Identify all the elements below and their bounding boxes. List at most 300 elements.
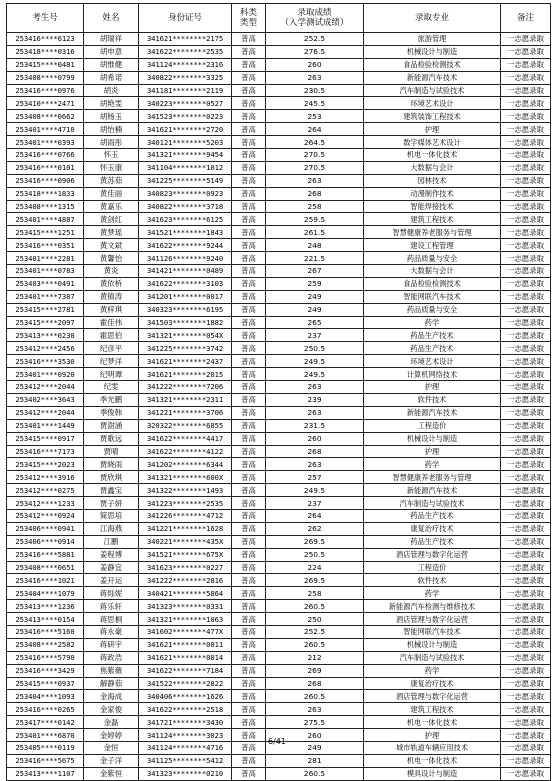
cell-major: 软件技术: [364, 393, 501, 406]
cell-exam-no: 253408****0651: [7, 561, 84, 574]
cell-id-no: 341523********0223: [139, 110, 232, 123]
table-row: [7, 239, 551, 252]
cell-score: 264: [266, 509, 364, 522]
header-exam-no: 考生号: [7, 4, 84, 33]
cell-name: 季俊韩: [84, 406, 139, 419]
cell-category: 普高: [232, 149, 266, 162]
cell-category: 普高: [232, 226, 266, 239]
cell-remark: 一志愿录取: [501, 729, 551, 742]
cell-score: 263: [266, 174, 364, 187]
cell-name: 怀玉康: [84, 161, 139, 174]
cell-major: 汽车制造与试验技术: [364, 497, 501, 510]
cell-category: 普高: [232, 290, 266, 303]
table-row: [7, 419, 551, 432]
cell-category: 普高: [232, 200, 266, 213]
cell-category: 普高: [232, 342, 266, 355]
cell-score: 269: [266, 664, 364, 677]
cell-score: 260.5: [266, 600, 364, 613]
cell-id-no: 341225********3742: [139, 342, 232, 355]
cell-remark: 一志愿录取: [501, 290, 551, 303]
cell-remark: 一志愿录取: [501, 535, 551, 548]
cell-category: 普高: [232, 329, 266, 342]
cell-exam-no: 253404****1079: [7, 587, 84, 600]
cell-exam-no: 253401****2281: [7, 252, 84, 265]
cell-id-no: 341104********1012: [139, 161, 232, 174]
cell-score: 264: [266, 123, 364, 136]
table-row: [7, 625, 551, 638]
table-row: [7, 33, 551, 46]
cell-id-no: 341124********2316: [139, 58, 232, 71]
cell-name: 贾鑫宝: [84, 484, 139, 497]
cell-name: 黄剑红: [84, 213, 139, 226]
cell-major: 智慧健康养老服务与管理: [364, 226, 501, 239]
cell-major: 康复治疗技术: [364, 522, 501, 535]
cell-score: 262: [266, 522, 364, 535]
cell-remark: 一志愿录取: [501, 587, 551, 600]
cell-name: 金磊: [84, 716, 139, 729]
cell-major: 工程造价: [364, 561, 501, 574]
cell-exam-no: 253415****2097: [7, 316, 84, 329]
cell-major: 智能焊接技术: [364, 200, 501, 213]
cell-remark: 一志愿录取: [501, 200, 551, 213]
cell-name: 胡雨彤: [84, 136, 139, 149]
cell-major: 城市轨道车辆应用技术: [364, 741, 501, 754]
cell-name: 胡怡楠: [84, 123, 139, 136]
cell-remark: 一志愿录取: [501, 303, 551, 316]
cell-remark: 一志愿录取: [501, 97, 551, 110]
cell-major: 机械设计与制造: [364, 432, 501, 445]
cell-exam-no: 253416****0351: [7, 239, 84, 252]
cell-exam-no: 253416****0976: [7, 84, 84, 97]
cell-id-no: 341503********1882: [139, 316, 232, 329]
cell-category: 普高: [232, 600, 266, 613]
header-remark: 备注: [501, 4, 551, 33]
cell-exam-no: 253412****3916: [7, 471, 84, 484]
cell-score: 267: [266, 265, 364, 278]
cell-id-no: 341323********0331: [139, 600, 232, 613]
cell-name: 纪梦洋: [84, 355, 139, 368]
cell-name: 贾澍涵: [84, 419, 139, 432]
table-row: [7, 303, 551, 316]
cell-category: 普高: [232, 754, 266, 767]
cell-name: 蒋烁妮: [84, 587, 139, 600]
cell-exam-no: 253401****7387: [7, 290, 84, 303]
cell-category: 普高: [232, 729, 266, 742]
cell-remark: 一志愿录取: [501, 187, 551, 200]
cell-name: 金子洋: [84, 754, 139, 767]
cell-remark: 一志愿录取: [501, 239, 551, 252]
table-row: [7, 277, 551, 290]
cell-major: 酒店管理与数字化运营: [364, 690, 501, 703]
cell-name: 怀玉: [84, 149, 139, 162]
cell-name: 贾子妍: [84, 497, 139, 510]
cell-category: 普高: [232, 574, 266, 587]
table-row: [7, 290, 551, 303]
table-row: [7, 161, 551, 174]
cell-remark: 一志愿录取: [501, 625, 551, 638]
header-name: 姓名: [84, 4, 139, 33]
cell-name: 黄嘉乐: [84, 200, 139, 213]
cell-exam-no: 253401****0920: [7, 368, 84, 381]
cell-id-no: 341221********1628: [139, 522, 232, 535]
cell-major: 旅游管理: [364, 33, 501, 46]
cell-name: 纪雯: [84, 381, 139, 394]
cell-category: 普高: [232, 625, 266, 638]
cell-id-no: 341323********0210: [139, 767, 232, 780]
table-row: [7, 716, 551, 729]
cell-score: 250.5: [266, 342, 364, 355]
cell-major: 新能源汽车技术: [364, 484, 501, 497]
cell-score: 268: [266, 187, 364, 200]
cell-remark: 一志愿录取: [501, 368, 551, 381]
cell-category: 普高: [232, 33, 266, 46]
table-row: [7, 393, 551, 406]
cell-category: 普高: [232, 368, 266, 381]
cell-name: 解静茹: [84, 677, 139, 690]
cell-category: 普高: [232, 509, 266, 522]
cell-id-no: 341223********2535: [139, 497, 232, 510]
cell-score: 252.5: [266, 625, 364, 638]
cell-major: 环境艺术设计: [364, 355, 501, 368]
cell-name: 黄梦瑶: [84, 226, 139, 239]
cell-exam-no: 253416****3429: [7, 664, 84, 677]
cell-remark: 一志愿录取: [501, 342, 551, 355]
table-row: [7, 638, 551, 651]
table-row: [7, 690, 551, 703]
cell-major: 药学: [364, 587, 501, 600]
cell-exam-no: 253416****0265: [7, 703, 84, 716]
cell-exam-no: 253401****1449: [7, 419, 84, 432]
cell-remark: 一志愿录取: [501, 509, 551, 522]
cell-name: 焦紫薇: [84, 664, 139, 677]
cell-id-no: 341521********1843: [139, 226, 232, 239]
cell-category: 普高: [232, 587, 266, 600]
cell-score: 259: [266, 277, 364, 290]
cell-remark: 一志愿录取: [501, 226, 551, 239]
cell-major: 机电一体化技术: [364, 149, 501, 162]
cell-remark: 一志愿录取: [501, 58, 551, 71]
cell-remark: 一志愿录取: [501, 329, 551, 342]
cell-name: 霍佳伟: [84, 316, 139, 329]
cell-name: 黄镇涛: [84, 290, 139, 303]
cell-id-no: 341623********0227: [139, 561, 232, 574]
cell-major: 新能源汽车技术: [364, 406, 501, 419]
table-row: [7, 149, 551, 162]
cell-category: 普高: [232, 84, 266, 97]
table-row: [7, 200, 551, 213]
cell-major: 药品生产技术: [364, 342, 501, 355]
cell-name: 姜静宜: [84, 561, 139, 574]
cell-remark: 一志愿录取: [501, 136, 551, 149]
cell-exam-no: 253410****2471: [7, 97, 84, 110]
cell-score: 263: [266, 703, 364, 716]
cell-major: 护理: [364, 445, 501, 458]
table-row: [7, 535, 551, 548]
table-row: [7, 252, 551, 265]
cell-name: 江鹏: [84, 535, 139, 548]
cell-category: 普高: [232, 110, 266, 123]
cell-major: 机械设计与制造: [364, 45, 501, 58]
cell-remark: 一志愿录取: [501, 741, 551, 754]
cell-exam-no: 253408****0662: [7, 110, 84, 123]
cell-name: 胡希诺: [84, 71, 139, 84]
cell-name: 季光鹏: [84, 393, 139, 406]
table-row: [7, 703, 551, 716]
cell-remark: 一志愿录取: [501, 406, 551, 419]
cell-score: 281: [266, 754, 364, 767]
cell-name: 贾晓雨: [84, 458, 139, 471]
cell-exam-no: 253415****2023: [7, 458, 84, 471]
cell-remark: 一志愿录取: [501, 471, 551, 484]
header-score: 录取成绩 （入学测试成绩）: [266, 4, 364, 33]
cell-category: 普高: [232, 548, 266, 561]
cell-category: 普高: [232, 432, 266, 445]
cell-major: 护理: [364, 381, 501, 394]
table-row: [7, 613, 551, 626]
cell-id-no: 341201********0017: [139, 290, 232, 303]
cell-remark: 一志愿录取: [501, 497, 551, 510]
cell-exam-no: 253402****3643: [7, 393, 84, 406]
cell-category: 普高: [232, 741, 266, 754]
cell-exam-no: 253401****6870: [7, 729, 84, 742]
cell-category: 普高: [232, 406, 266, 419]
cell-score: 261.5: [266, 226, 364, 239]
table-row: [7, 213, 551, 226]
cell-name: 黄馨怡: [84, 252, 139, 265]
cell-id-no: 341622********3103: [139, 277, 232, 290]
cell-major: 食品检验检测技术: [364, 277, 501, 290]
cell-remark: 一志愿录取: [501, 252, 551, 265]
cell-major: 数字媒体艺术设计: [364, 136, 501, 149]
cell-remark: 一志愿录取: [501, 638, 551, 651]
cell-remark: 一志愿录取: [501, 484, 551, 497]
cell-remark: 一志愿录取: [501, 123, 551, 136]
cell-name: 黄梓琪: [84, 303, 139, 316]
cell-score: 263: [266, 406, 364, 419]
cell-id-no: 341621********2437: [139, 355, 232, 368]
cell-id-no: 341126********9240: [139, 252, 232, 265]
cell-score: 268: [266, 445, 364, 458]
cell-name: 黄佳丽: [84, 187, 139, 200]
cell-exam-no: 253413****1236: [7, 600, 84, 613]
cell-exam-no: 253413****0230: [7, 329, 84, 342]
table-row: [7, 58, 551, 71]
cell-category: 普高: [232, 664, 266, 677]
table-row: [7, 497, 551, 510]
cell-id-no: 341621********0011: [139, 638, 232, 651]
cell-exam-no: 253416****5790: [7, 651, 84, 664]
cell-major: 机械设计与制造: [364, 638, 501, 651]
cell-exam-no: 253401****4887: [7, 213, 84, 226]
cell-category: 普高: [232, 187, 266, 200]
cell-remark: 一志愿录取: [501, 84, 551, 97]
header-major: 录取专业: [364, 4, 501, 33]
cell-id-no: 341321********600X: [139, 471, 232, 484]
cell-exam-no: 253418****0316: [7, 45, 84, 58]
table-row: [7, 548, 551, 561]
cell-score: 237: [266, 497, 364, 510]
cell-category: 普高: [232, 252, 266, 265]
table-row: [7, 123, 551, 136]
cell-remark: 一志愿录取: [501, 174, 551, 187]
cell-score: 258: [266, 200, 364, 213]
cell-remark: 一志愿录取: [501, 574, 551, 587]
cell-remark: 一志愿录取: [501, 522, 551, 535]
cell-major: 建筑工程技术: [364, 213, 501, 226]
cell-exam-no: 253401****0783: [7, 265, 84, 278]
cell-name: 黄文斌: [84, 239, 139, 252]
cell-exam-no: 253416****0766: [7, 149, 84, 162]
cell-exam-no: 253406****0941: [7, 522, 84, 535]
cell-exam-no: 253404****1093: [7, 690, 84, 703]
cell-name: 胡惟健: [84, 58, 139, 71]
cell-exam-no: 253412****2044: [7, 381, 84, 394]
cell-score: 224: [266, 561, 364, 574]
cell-score: 260.5: [266, 638, 364, 651]
cell-name: 黄苏茹: [84, 174, 139, 187]
cell-id-no: 340823********0923: [139, 187, 232, 200]
cell-major: 机电一体化技术: [364, 716, 501, 729]
table-row: [7, 574, 551, 587]
cell-exam-no: 253416****0101: [7, 161, 84, 174]
cell-id-no: 340223********0527: [139, 97, 232, 110]
cell-category: 普高: [232, 58, 266, 71]
cell-id-no: 341622********9244: [139, 239, 232, 252]
cell-name: 金家俊: [84, 703, 139, 716]
cell-score: 249: [266, 290, 364, 303]
cell-score: 249.5: [266, 484, 364, 497]
cell-category: 普高: [232, 239, 266, 252]
cell-score: 260: [266, 432, 364, 445]
cell-score: 250: [266, 613, 364, 626]
cell-major: 园林技术: [364, 174, 501, 187]
cell-exam-no: 253415****1251: [7, 226, 84, 239]
table-row: [7, 754, 551, 767]
table-body: [7, 33, 551, 781]
cell-score: 231.5: [266, 419, 364, 432]
cell-id-no: 341622********2535: [139, 45, 232, 58]
cell-category: 普高: [232, 265, 266, 278]
cell-score: 248: [266, 239, 364, 252]
cell-remark: 一志愿录取: [501, 393, 551, 406]
cell-major: 机电一体化技术: [364, 754, 501, 767]
table-row: [7, 71, 551, 84]
cell-id-no: 341222********2816: [139, 574, 232, 587]
cell-category: 普高: [232, 123, 266, 136]
cell-id-no: 341522********2822: [139, 677, 232, 690]
cell-exam-no: 253412****1233: [7, 497, 84, 510]
table-row: [7, 265, 551, 278]
cell-major: 药学: [364, 458, 501, 471]
cell-exam-no: 253416****7173: [7, 445, 84, 458]
cell-exam-no: 253418****1833: [7, 187, 84, 200]
table-row: [7, 136, 551, 149]
cell-exam-no: 253416****1021: [7, 574, 84, 587]
table-row: [7, 458, 551, 471]
table-row: [7, 664, 551, 677]
cell-name: 胡艳雯: [84, 97, 139, 110]
cell-category: 普高: [232, 445, 266, 458]
table-row: [7, 445, 551, 458]
cell-remark: 一志愿录取: [501, 419, 551, 432]
cell-remark: 一志愿录取: [501, 45, 551, 58]
cell-score: 237: [266, 329, 364, 342]
cell-score: 253: [266, 110, 364, 123]
cell-category: 普高: [232, 136, 266, 149]
cell-remark: 一志愿录取: [501, 316, 551, 329]
cell-remark: 一志愿录取: [501, 703, 551, 716]
cell-major: 药品生产技术: [364, 329, 501, 342]
cell-id-no: 341124********3023: [139, 729, 232, 742]
cell-major: 药品生产技术: [364, 535, 501, 548]
cell-id-no: 341321********054X: [139, 329, 232, 342]
cell-major: 大数据与会计: [364, 161, 501, 174]
cell-id-no: 341225********5149: [139, 174, 232, 187]
cell-remark: 一志愿录取: [501, 381, 551, 394]
cell-exam-no: 253416****5675: [7, 754, 84, 767]
cell-score: 263: [266, 458, 364, 471]
cell-major: 新能源汽车检测与维修技术: [364, 600, 501, 613]
cell-name: 蒋思桐: [84, 613, 139, 626]
cell-score: 263: [266, 71, 364, 84]
cell-name: 贾欣琪: [84, 471, 139, 484]
table-row: [7, 677, 551, 690]
cell-score: 268: [266, 677, 364, 690]
cell-category: 普高: [232, 767, 266, 780]
cell-major: 建设工程管理: [364, 239, 501, 252]
cell-name: 黄炎: [84, 265, 139, 278]
cell-exam-no: 253415****0481: [7, 58, 84, 71]
cell-id-no: 341621********0014: [139, 651, 232, 664]
cell-category: 普高: [232, 690, 266, 703]
cell-remark: 一志愿录取: [501, 600, 551, 613]
cell-remark: 一志愿录取: [501, 767, 551, 780]
cell-name: 姜开运: [84, 574, 139, 587]
cell-name: 金婷婷: [84, 729, 139, 742]
cell-name: 简思培: [84, 509, 139, 522]
cell-id-no: 340323********6195: [139, 303, 232, 316]
cell-major: 计算机网络技术: [364, 368, 501, 381]
cell-id-no: 341321********1063: [139, 613, 232, 626]
cell-score: 249.5: [266, 355, 364, 368]
cell-major: 酒店管理与数字化运营: [364, 613, 501, 626]
cell-major: 建筑工程技术: [364, 703, 501, 716]
cell-score: 230.5: [266, 84, 364, 97]
cell-id-no: 341322********1493: [139, 484, 232, 497]
cell-exam-no: 253417****0142: [7, 716, 84, 729]
cell-score: 270.5: [266, 149, 364, 162]
table-row: [7, 509, 551, 522]
cell-category: 普高: [232, 561, 266, 574]
table-row: [7, 355, 551, 368]
header-category: 科类 类型: [232, 4, 266, 33]
cell-remark: 一志愿录取: [501, 355, 551, 368]
cell-remark: 一志愿录取: [501, 458, 551, 471]
cell-category: 普高: [232, 97, 266, 110]
cell-exam-no: 253416****5881: [7, 548, 84, 561]
cell-id-no: 340121********5203: [139, 136, 232, 149]
table-row: [7, 45, 551, 58]
cell-category: 普高: [232, 458, 266, 471]
cell-major: 软件技术: [364, 574, 501, 587]
cell-id-no: 341222********7206: [139, 381, 232, 394]
cell-category: 普高: [232, 316, 266, 329]
table-row: [7, 329, 551, 342]
cell-score: 257: [266, 471, 364, 484]
cell-major: 工程造价: [364, 419, 501, 432]
page-number: 6/41: [268, 737, 286, 746]
cell-id-no: 341621********2175: [139, 33, 232, 46]
